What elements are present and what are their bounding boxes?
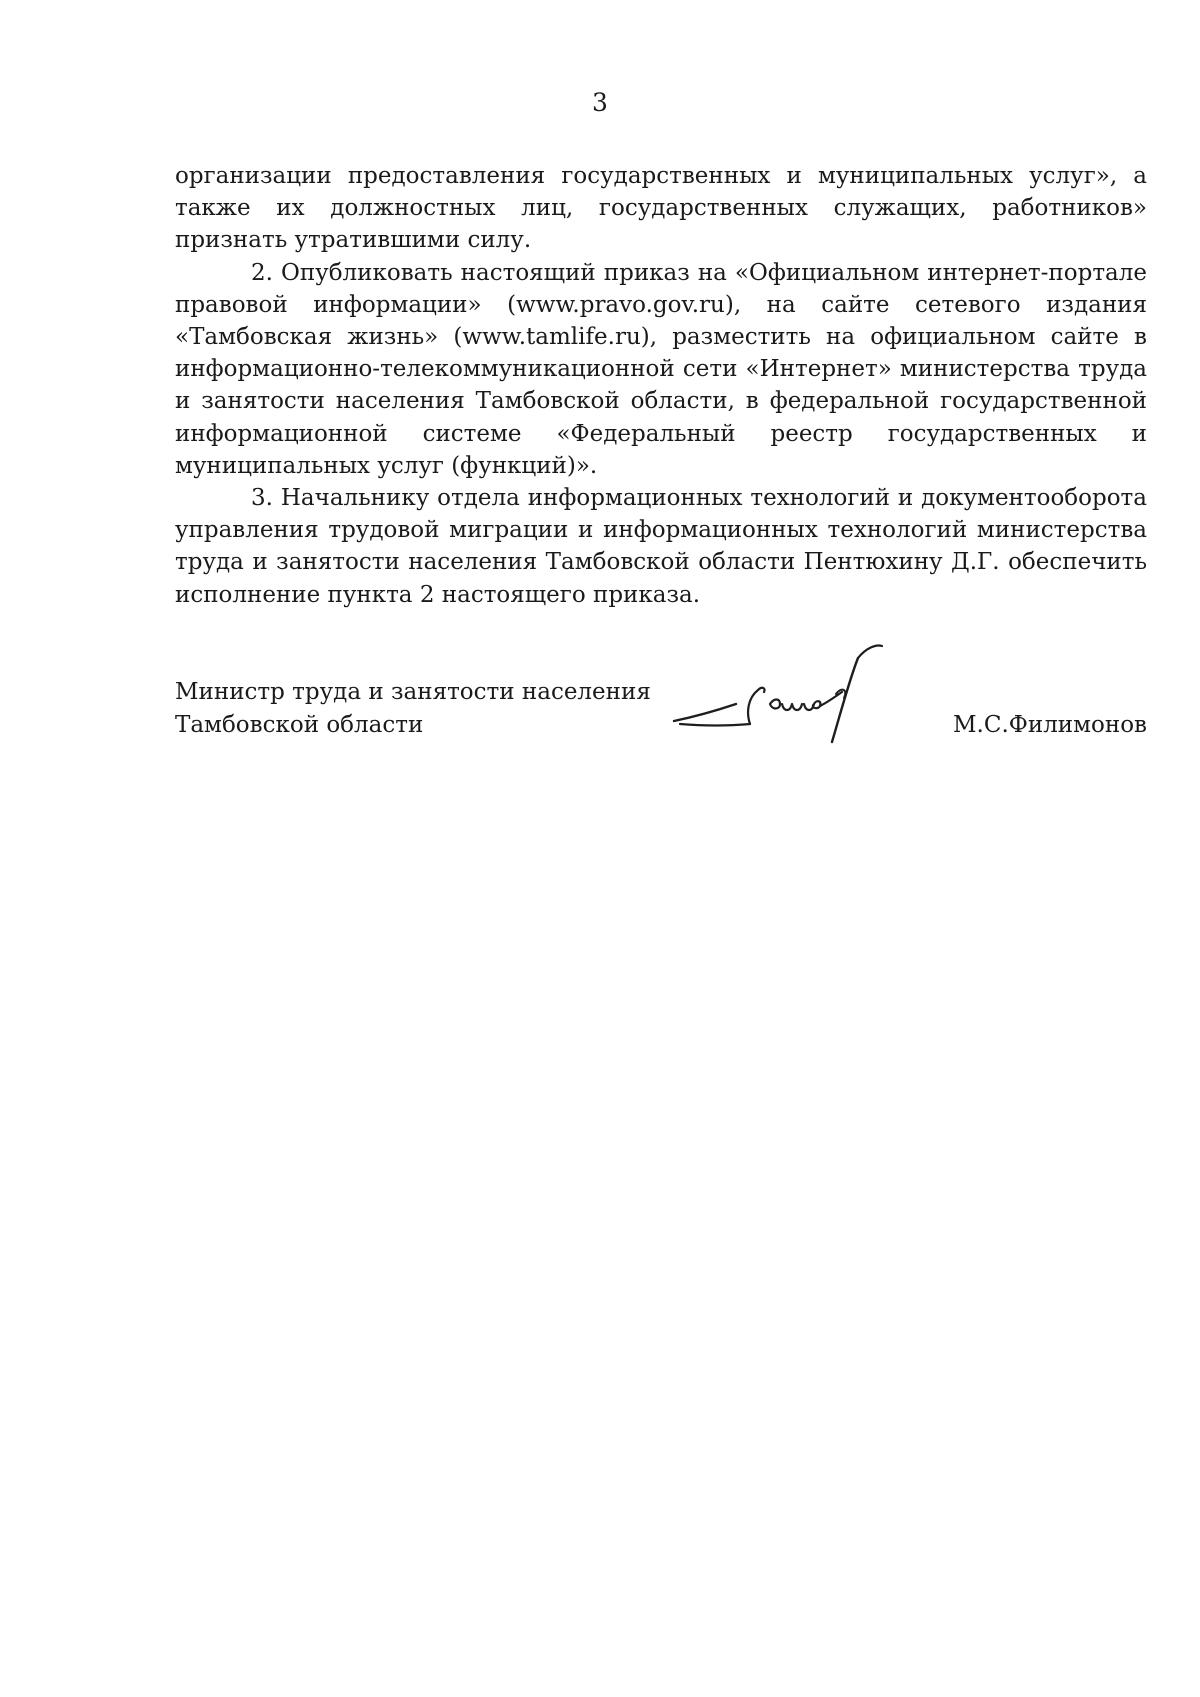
signatory-position-line-1: Министр труда и занятости населения bbox=[175, 679, 651, 705]
handwritten-signature bbox=[670, 638, 910, 758]
signatory-position-line-2: Тамбовской области bbox=[175, 712, 424, 738]
signature-block bbox=[175, 676, 1147, 756]
paragraph-1-continuation: организации предоставления государственных и муниципальных услуг», а также их должностных лиц, государственных служащих, работников» признать утратившими силу. bbox=[175, 163, 1147, 254]
signatory-position bbox=[175, 676, 651, 742]
page-number: 3 bbox=[592, 88, 608, 117]
signatory-name: М.С.Филимонов bbox=[953, 712, 1147, 738]
document-body bbox=[175, 160, 1147, 611]
paragraph-3-execution: 3. Начальнику отдела информационных технологий и документооборота управления трудовой миграции и информационных технологий министерства труда и занятости населения Тамбовской области Пентюхину Д.Г. обеспечить исполнение пункта 2 настоящего приказа. bbox=[175, 485, 1147, 608]
paragraph-2-publication: 2. Опубликовать настоящий приказ на «Официальном интернет-портале правовой информации» (www.pravo.gov.ru), на сайте сетевого издания «Тамбовская жизнь» (www.tamlife.ru), разместить на официальном сайте в информационно-телекоммуникационной сети «Интернет» министерства труда и занятости населения Тамбовской области, в федеральной государственной информационной системе «Федеральный реестр государственных и муниципальных услуг (функций)». bbox=[175, 259, 1147, 479]
